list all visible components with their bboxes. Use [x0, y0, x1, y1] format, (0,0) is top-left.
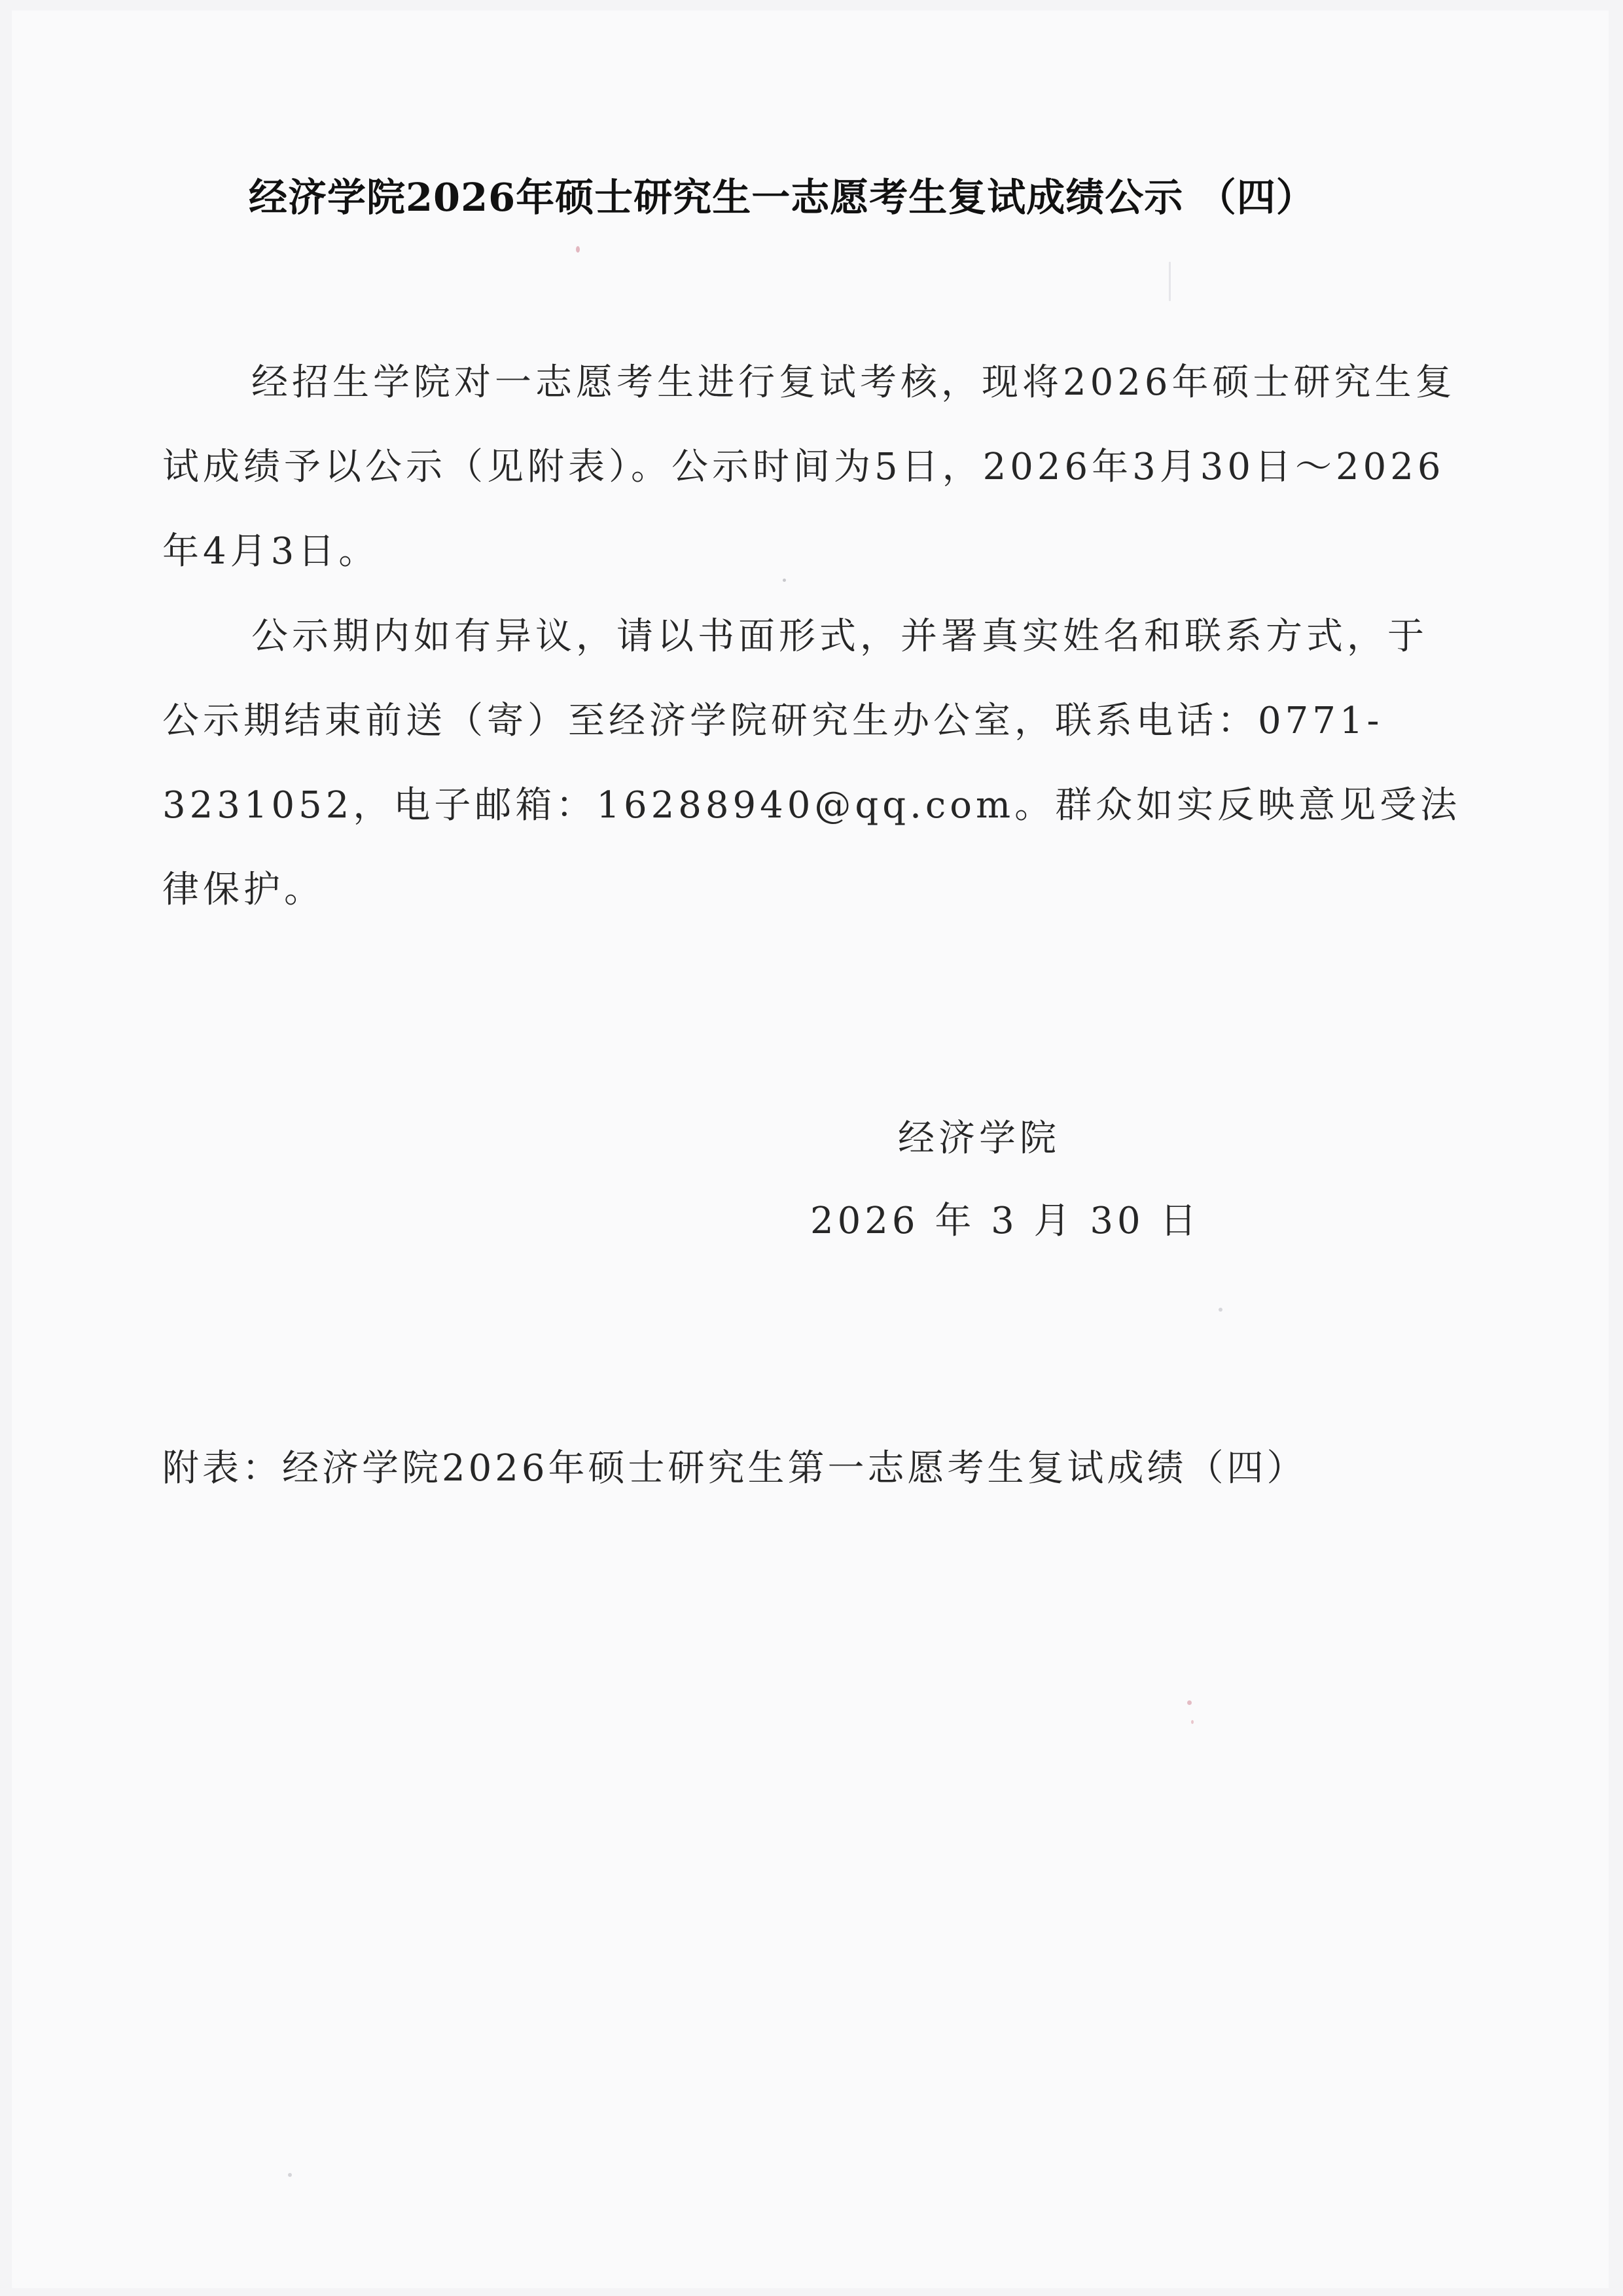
- scan-speck: [288, 2173, 292, 2177]
- signature-organization: 经济学院: [898, 1117, 1060, 1160]
- signature-date: 2026 年 3 月 30 日: [810, 1200, 1201, 1242]
- scan-speck: [1169, 262, 1171, 301]
- scan-speck: [1191, 1720, 1194, 1724]
- notice-title: 经济学院2026年硕士研究生一志愿考生复试成绩公示 （四）: [249, 175, 1315, 220]
- notice-paragraph-review: 经招生学院对一志愿考生进行复试考核，现将2026年硕士研究生复试成绩予以公示（见附表）。公示时间为5日，2026年3月30日～2026年4月3日。: [162, 361, 1456, 573]
- scan-speck: [783, 579, 786, 582]
- appendix-reference: 附表：经济学院2026年硕士研究生第一志愿考生复试成绩（四）: [162, 1447, 1307, 1490]
- scan-speck: [1187, 1700, 1192, 1705]
- scan-speck: [576, 246, 580, 253]
- scan-speck: [1219, 1308, 1222, 1312]
- notice-paragraph-objection: 公示期内如有异议，请以书面形式，并署真实姓名和联系方式，于公示期结束前送（寄）至经济学院研究生办公室，联系电话：0771-3231052，电子邮箱：16288940@qq.com。群众如实反映意见受法律保护。: [162, 615, 1461, 911]
